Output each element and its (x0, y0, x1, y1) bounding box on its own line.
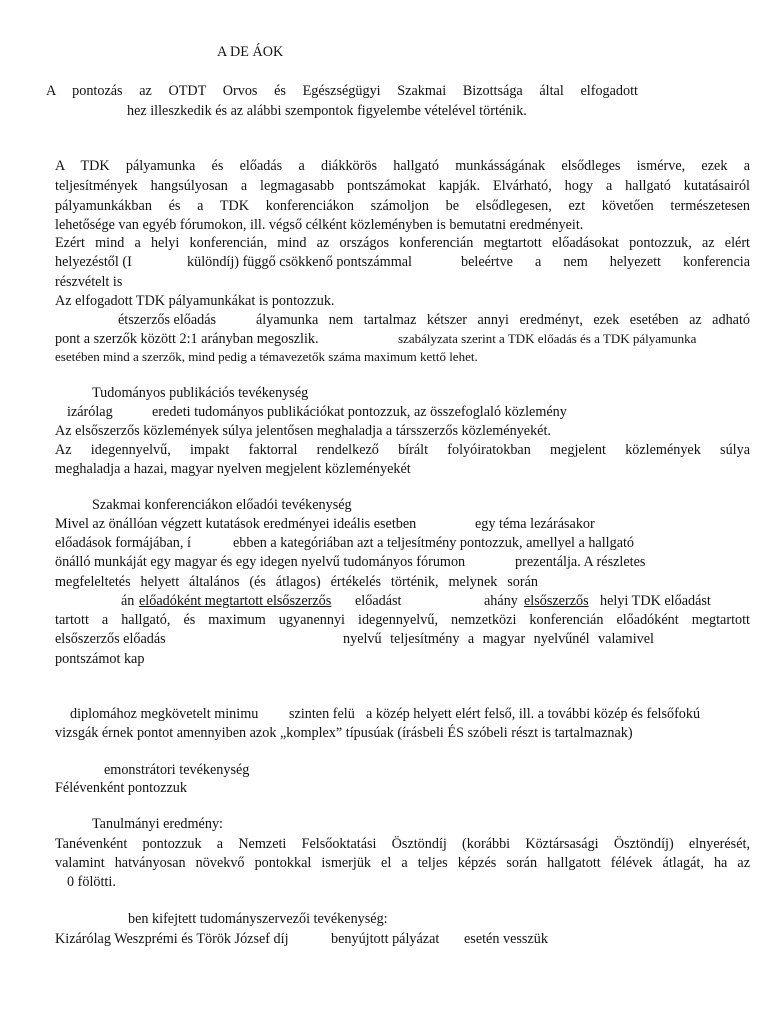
tdk-line-8: Az elfogadott TDK pályamunkákat is pontozzuk. (55, 293, 335, 309)
tdk-line-10b: szabályzata szerint a TDK előadás és a TDK pályamunka (398, 331, 697, 346)
konferencia-line-5e: elsőszerzős (524, 593, 589, 609)
tdk-line-1: A TDK pályamunka és előadás a diákkörös hallgató munkásságának elsődleges ismérve, ezek a (55, 158, 750, 174)
publikacio-heading: Tudományos publikációs tevékenység (92, 385, 309, 401)
intro-line-2: hez illeszkedik és az alábbi szempontok figyelembe vételével történik. (127, 103, 527, 119)
konferencia-line-1a: Mivel az önállóan végzett kutatások eredményei ideális esetben (55, 516, 417, 532)
tanulmanyi-line-1: Tanévenként pontozzuk a Nemzeti Felsőoktatási Ösztöndíj (korábbi Köztársasági Ösztöndíj) elnyerését, (55, 836, 750, 852)
tdk-line-5: Ezért mind a helyi konferencián, mind az országos konferencián megtartott előadásokat pontozzuk, az elért (55, 235, 750, 251)
konferencia-line-6: tartott a hallgató, és maximum ugyanennyi idegennyelvű, nemzetközi konferencián előadóként megtartott (55, 612, 750, 628)
konferencia-line-5a: án (121, 593, 135, 609)
konferencia-line-5b: előadóként megtartott elsőszerzős (139, 593, 332, 609)
konferencia-line-7b: nyelvű teljesítmény a magyar nyelvűnél valamivel (343, 631, 654, 647)
demonstratori-heading: emonstrátori tevékenység (104, 762, 250, 778)
tdk-line-10a: pont a szerzők között 2:1 arányban megoszlik. (55, 331, 319, 347)
konferencia-line-2a: előadások formájában, í (55, 535, 191, 551)
nyelvvizsga-line-1b: szinten felü (289, 706, 355, 722)
tdk-line-3: pályamunkákban és a TDK konferenciákon számoljon be elsődlegesen, ezt követően természetesen (55, 198, 750, 214)
konferencia-line-8: pontszámot kap (55, 651, 145, 667)
tanulmanyi-heading: Tanulmányi eredmény: (92, 816, 223, 832)
tudomanyszervezoi-line-1b: benyújtott pályázat (331, 931, 440, 947)
tdk-line-6a: helyezéstől (I (55, 254, 132, 270)
nyelvvizsga-line-2: vizsgák érnek pontot amennyiben azok „komplex” típusúak (írásbeli ÉS szóbeli részt is tartalmaznak) (55, 725, 633, 741)
publikacio-line-3: Az idegennyelvű, impakt faktorral rendelkező bírált folyóiratokban megjelent közlemények súlya (55, 442, 750, 458)
konferencia-line-7a: elsőszerzős előadás (55, 631, 166, 647)
konferencia-line-4: megfeleltetés helyett általános (és átlagos) értékelés történik, melynek során (55, 574, 538, 590)
tdk-line-11: esetében mind a szerzők, mind pedig a témavezetők száma maximum kettő lehet. (55, 349, 478, 364)
tudomanyszervezoi-line-1a: Kizárólag Weszprémi és Török József díj (55, 931, 289, 947)
konferencia-line-1b: egy téma lezárásakor (475, 516, 595, 532)
konferencia-line-5d: ahány (484, 593, 518, 609)
nyelvvizsga-line-1c: a közép helyett elért felső, ill. a további közép és felsőfokú (366, 706, 701, 722)
publikacio-line-4: meghaladja a hazai, magyar nyelven megjelent közleményekét (55, 461, 411, 477)
tdk-line-6b: különdíj) függő csökkenő pontszámmal (187, 254, 412, 270)
konferencia-line-5c: előadást (355, 593, 402, 609)
demonstratori-line-1: Félévenként pontozzuk (55, 780, 187, 796)
tdk-line-9b: ályamunka nem tartalmaz kétszer annyi eredményt, ezek esetében az adható (256, 312, 750, 328)
konferencia-line-2b: ebben a kategóriában azt a teljesítmény pontozzuk, amellyel a hallgató (233, 535, 635, 551)
intro-line-1: A pontozás az OTDT Orvos és Egészségügyi Szakmai Bizottsága által elfogadott (46, 83, 638, 99)
tdk-line-2: teljesítmények hangsúlyosan a legmagasabb pontszámokat kapják. Elvárható, hogy a hallgató kutatásairól (55, 178, 750, 194)
tanulmanyi-line-3: 0 fölötti. (67, 874, 116, 890)
tanulmanyi-line-2: valamint hatványosan növekvő pontokkal ismerjük el a teljes képzés során hallgatott félévek átlagát, ha az (55, 855, 750, 871)
publikacio-line-1a: izárólag (67, 404, 113, 420)
konferencia-line-5f: helyi TDK előadást (600, 593, 711, 609)
tdk-line-7: részvételt is (55, 274, 123, 290)
publikacio-line-2: Az elsőszerzős közlemények súlya jelentősen meghaladja a társszerzős közleményekét. (55, 423, 551, 439)
tdk-line-9a: étszerzős előadás (118, 312, 217, 328)
page-title: A DE ÁOK (217, 44, 284, 60)
tudomanyszervezoi-line-1c: esetén vesszük (464, 931, 548, 947)
tdk-line-6c: beleértve a nem helyezett konferencia (461, 254, 750, 270)
nyelvvizsga-line-1a: diplomához megkövetelt minimu (70, 706, 259, 722)
konferencia-line-3a: önálló munkáját egy magyar és egy idegen nyelvű tudományos fórumon (55, 554, 466, 570)
tudomanyszervezoi-heading: ben kifejtett tudományszervezői tevékenység: (128, 911, 388, 927)
tdk-line-4: lehetősége van egyéb fórumokon, ill. végső célként közleményben is bemutatni eredményeit. (55, 217, 584, 233)
publikacio-line-1b: eredeti tudományos publikációkat pontozzuk, az összefoglaló közlemény (152, 404, 567, 420)
konferencia-line-3b: prezentálja. A részletes (515, 554, 646, 570)
konferencia-heading: Szakmai konferenciákon előadói tevékenység (92, 497, 352, 513)
